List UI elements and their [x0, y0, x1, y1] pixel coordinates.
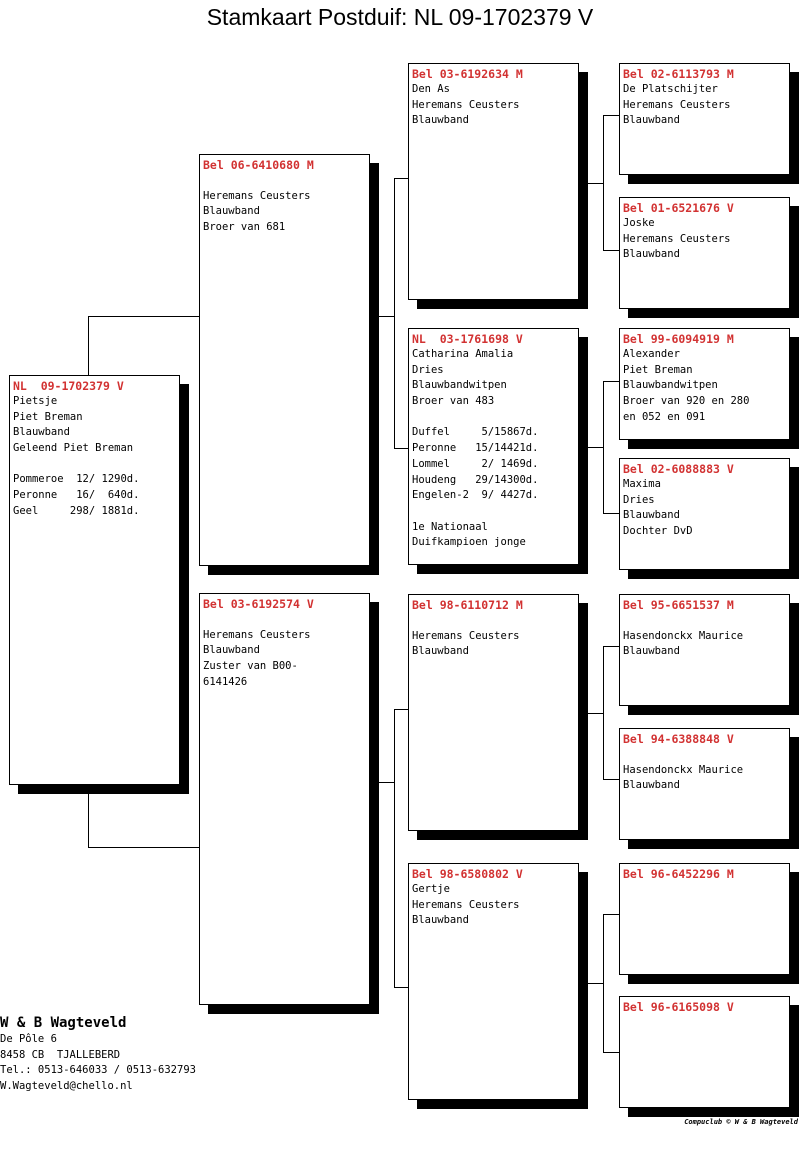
card-mf-mother — [619, 728, 790, 840]
pigeon-info-line: Heremans Ceusters — [203, 189, 311, 202]
ring-number: Bel 03-6192634 M — [412, 67, 523, 81]
pigeon-info-line: Zuster van B00- — [203, 660, 298, 673]
pigeon-info-line: Blauwband — [623, 114, 680, 127]
ring-number: Bel 99-6094919 M — [623, 332, 734, 346]
card-mf-father — [619, 594, 790, 706]
pigeon-info-line: 1e Nationaal — [412, 520, 488, 533]
pigeon-info-line: Houdeng 29/14300d. — [412, 473, 539, 486]
pigeon-info-line: Duifkampioen jonge — [412, 536, 526, 549]
pigeon-info-line: Blauwband — [412, 914, 469, 927]
page-title: Stamkaart Postduif: NL 09-1702379 V — [206, 4, 594, 30]
pigeon-info-line: Engelen-2 9/ 4427d. — [412, 489, 539, 502]
pigeon-info-line: Heremans Ceusters — [412, 898, 520, 911]
pigeon-info-line: Peronne 15/14421d. — [412, 442, 539, 455]
pigeon-info-line — [412, 410, 575, 426]
pigeon-info-line: Blauwband — [412, 114, 469, 127]
ring-number: Bel 02-6088883 V — [623, 462, 734, 476]
ring-number: Bel 02-6113793 M — [623, 67, 734, 81]
pigeon-info-line — [13, 457, 176, 473]
card-fm-father — [619, 328, 790, 440]
owner-address: De Pôle 6 — [0, 1033, 57, 1045]
pigeon-info-line: Blauwband — [623, 779, 680, 792]
pigeon-info-line — [203, 173, 366, 189]
pigeon-info-line — [412, 613, 575, 629]
ring-number: Bel 96-6452296 M — [623, 867, 734, 881]
pigeon-info-line: Catharina Amalia — [412, 348, 514, 360]
pigeon-info-line: De Platschijter — [623, 83, 718, 95]
card-father-father — [408, 63, 579, 300]
footer-credit: Compuclub © W & B Wagteveld — [684, 1118, 798, 1126]
card-mother-mother — [408, 863, 579, 1100]
owner-email[interactable]: W.Wagteveld@chello.nl — [0, 1080, 133, 1093]
card-ff-mother — [619, 197, 790, 309]
pigeon-info-line: en 052 en 091 — [623, 410, 706, 423]
pigeon-info-line: Hasendonckx Maurice — [623, 629, 744, 642]
card-mm-father — [619, 863, 790, 975]
pigeon-info-line: Pietsje — [13, 395, 58, 407]
pigeon-info-line: Broer van 920 en 280 — [623, 395, 750, 408]
pigeon-info-line: Geel 298/ 1881d. — [13, 504, 140, 517]
ring-number: Bel 96-6165098 V — [623, 1000, 734, 1014]
pigeon-info-line: Piet Breman — [623, 363, 693, 376]
pigeon-info-line: Heremans Ceusters — [203, 628, 311, 641]
card-fm-mother — [619, 458, 790, 570]
pigeon-info-line — [412, 504, 575, 520]
pigeon-info-line: Blauwband — [203, 644, 260, 657]
pigeon-info-line: Lommel 2/ 1469d. — [412, 457, 539, 470]
pigeon-info-line: Gertje — [412, 883, 450, 895]
pigeon-info-line — [623, 613, 786, 629]
pigeon-info-line: Geleend Piet Breman — [13, 442, 134, 455]
pigeon-info-line: Peronne 16/ 640d. — [13, 489, 140, 502]
pigeon-info-line: Blauwbandwitpen — [412, 379, 507, 392]
pigeon-info-line: Alexander — [623, 348, 680, 360]
card-father — [199, 154, 370, 566]
ring-number: Bel 03-6192574 V — [203, 597, 314, 611]
card-mother — [199, 593, 370, 1005]
pigeon-info-line: Pommeroe 12/ 1290d. — [13, 473, 140, 486]
card-mm-mother — [619, 996, 790, 1108]
pigeon-info-line: Blauwband — [623, 248, 680, 261]
pigeon-info-line: Blauwband — [623, 645, 680, 658]
pigeon-info-line: Blauwband — [412, 645, 469, 658]
ring-number: Bel 98-6110712 M — [412, 598, 523, 612]
pigeon-info-line: Broer van 681 — [203, 221, 286, 234]
pigeon-info-line: Piet Breman — [13, 410, 83, 423]
pigeon-info-line: Maxima — [623, 478, 661, 490]
owner-name: W & B Wagteveld — [0, 1015, 127, 1031]
pigeon-info-line: Heremans Ceusters — [623, 98, 731, 111]
pigeon-info-line: Duffel 5/15867d. — [412, 426, 539, 439]
pigeon-info-line: Dochter DvD — [623, 525, 693, 538]
ring-number: Bel 94-6388848 V — [623, 732, 734, 746]
ring-number: Bel 01-6521676 V — [623, 201, 734, 215]
pigeon-info-line: Broer van 483 — [412, 395, 495, 408]
pigeon-info-line: Dries — [412, 363, 444, 376]
pigeon-info-line: Joske — [623, 217, 655, 229]
pigeon-info-line: Blauwband — [623, 509, 680, 522]
card-ff-father — [619, 63, 790, 175]
owner-postcode: 8458 CB TJALLEBERD — [0, 1048, 121, 1061]
pigeon-info-line — [623, 747, 786, 763]
ring-number: Bel 98-6580802 V — [412, 867, 523, 881]
pigeon-info-line — [203, 612, 366, 628]
ring-number: NL 09-1702379 V — [13, 379, 124, 393]
owner-block — [0, 1014, 196, 1095]
pigeon-info-line: Hasendonckx Maurice — [623, 763, 744, 776]
pigeon-info-line: Heremans Ceusters — [623, 232, 731, 245]
owner-phone: Tel.: 0513-646033 / 0513-632793 — [0, 1064, 196, 1077]
pigeon-info-line: Den As — [412, 83, 450, 95]
pigeon-info-line: Blauwband — [203, 205, 260, 218]
ring-number: NL 03-1761698 V — [412, 332, 523, 346]
ring-number: Bel 95-6651537 M — [623, 598, 734, 612]
pigeon-info-line: 6141426 — [203, 675, 248, 688]
card-subject — [9, 375, 180, 785]
card-father-mother — [408, 328, 579, 565]
pigeon-info-line: Heremans Ceusters — [412, 98, 520, 111]
pigeon-info-line: Heremans Ceusters — [412, 629, 520, 642]
ring-number: Bel 06-6410680 M — [203, 158, 314, 172]
card-mother-father — [408, 594, 579, 831]
pigeon-info-line: Blauwbandwitpen — [623, 379, 718, 392]
pigeon-info-line: Dries — [623, 493, 655, 506]
pigeon-info-line: Blauwband — [13, 426, 70, 439]
